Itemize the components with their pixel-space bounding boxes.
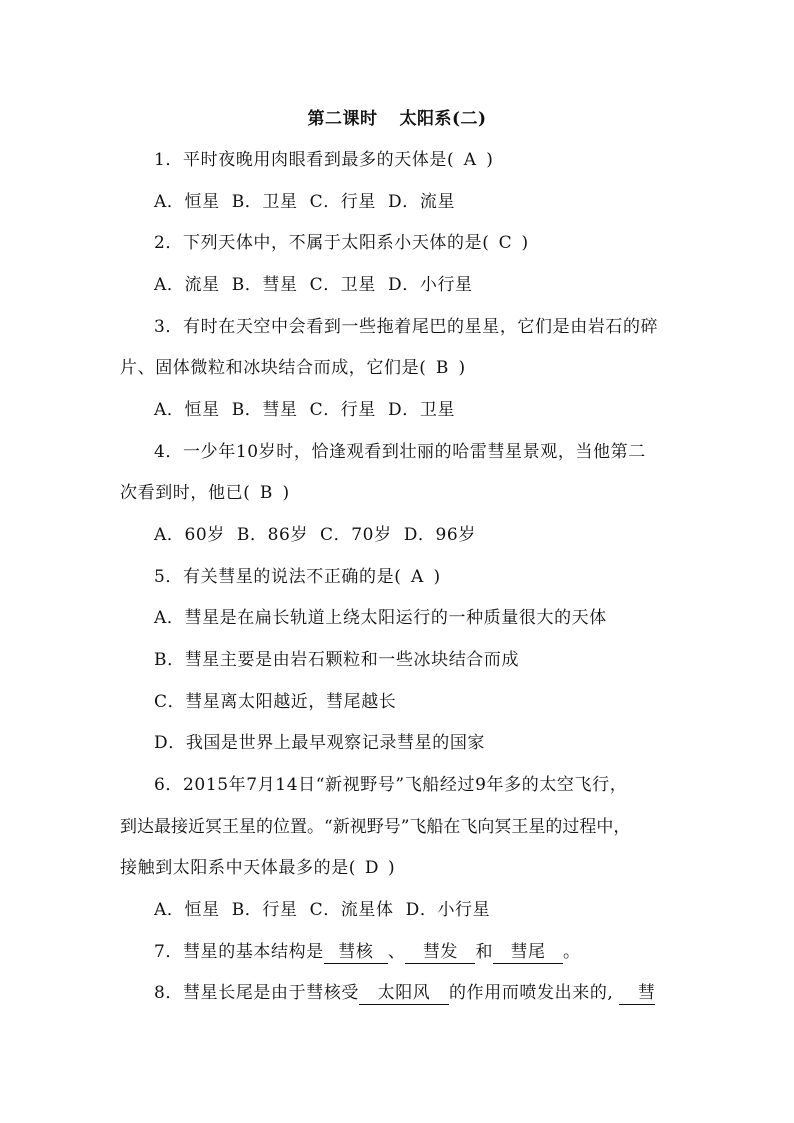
question-2-options: A．流星 B．彗星 C．卫星 D．小行星 [154,275,473,295]
title-main: 第二课时 [307,109,378,129]
question-3-stem-line-1: 3．有时在天空中会看到一些拖着尾巴的星星，它们是由岩石的碎 [154,317,659,337]
question-6-stem-line-1: 6．2015年7月14日“新视野号”飞船经过9年多的太空飞行， [154,775,628,795]
question-4-stem-line-1: 4．一少年10岁时，恰逢观看到壮丽的哈雷彗星景观，当他第二 [154,442,646,462]
question-8: 8．彗星长尾是由于彗核受 太阳风 的作用而喷发出来的, 彗 [154,983,656,1003]
question-2-stem: 2．下列天体中，不属于太阳系小天体的是( C ) [154,233,529,253]
question-7: 7．彗星的基本结构是 彗核 、 彗发 和 彗尾 。 [154,942,581,962]
question-4-stem-line-2: 次看到时，他已( B ) [120,483,290,503]
question-7-blank-1: 彗核 [324,941,388,964]
question-5-option-b: B．彗星主要是由岩石颗粒和一些冰块结合而成 [154,650,520,670]
question-1-answer: A [463,150,477,170]
question-2-answer: C [498,233,513,253]
question-6-stem-line-2: 到达最接近冥王星的位置。“新视野号”飞船在飞向冥王星的过程中， [120,817,631,837]
question-7-blank-3: 彗尾 [493,941,563,964]
page-title [0,104,794,129]
question-1-options: A．恒星 B．卫星 C．行星 D．流星 [154,192,456,212]
title-sub: 太阳系(二) [399,109,487,129]
question-7-blank-2: 彗发 [405,941,475,964]
question-3-answer: B [435,358,449,378]
question-5-option-d: D．我国是世界上最早观察记录彗星的国家 [154,733,486,753]
question-6-stem-line-3: 接触到太阳系中天体最多的是( D ) [120,858,396,878]
question-3-options: A．恒星 B．彗星 C．行星 D．卫星 [154,400,456,420]
question-5-option-a: A．彗星是在扁长轨道上绕太阳运行的一种质量很大的天体 [154,608,607,628]
question-6-answer: D [364,858,380,878]
question-8-blank-1: 太阳风 [359,982,449,1005]
question-4-options: A．60岁 B．86岁 C．70岁 D．96岁 [154,525,476,545]
question-8-blank-2: 彗 [619,982,655,1005]
question-1-stem: 1．平时夜晚用肉眼看到最多的天体是( A ) [154,150,494,170]
question-3-stem-line-2: 片、固体微粒和冰块结合而成，它们是( B ) [120,358,466,378]
question-5-option-c: C．彗星离太阳越近，彗尾越长 [154,692,397,712]
question-5-stem: 5．有关彗星的说法不正确的是( A ) [154,567,441,587]
question-6-options: A．恒星 B．行星 C．流星体 D．小行星 [154,900,491,920]
question-5-answer: A [411,567,424,587]
question-4-answer: B [259,483,273,503]
